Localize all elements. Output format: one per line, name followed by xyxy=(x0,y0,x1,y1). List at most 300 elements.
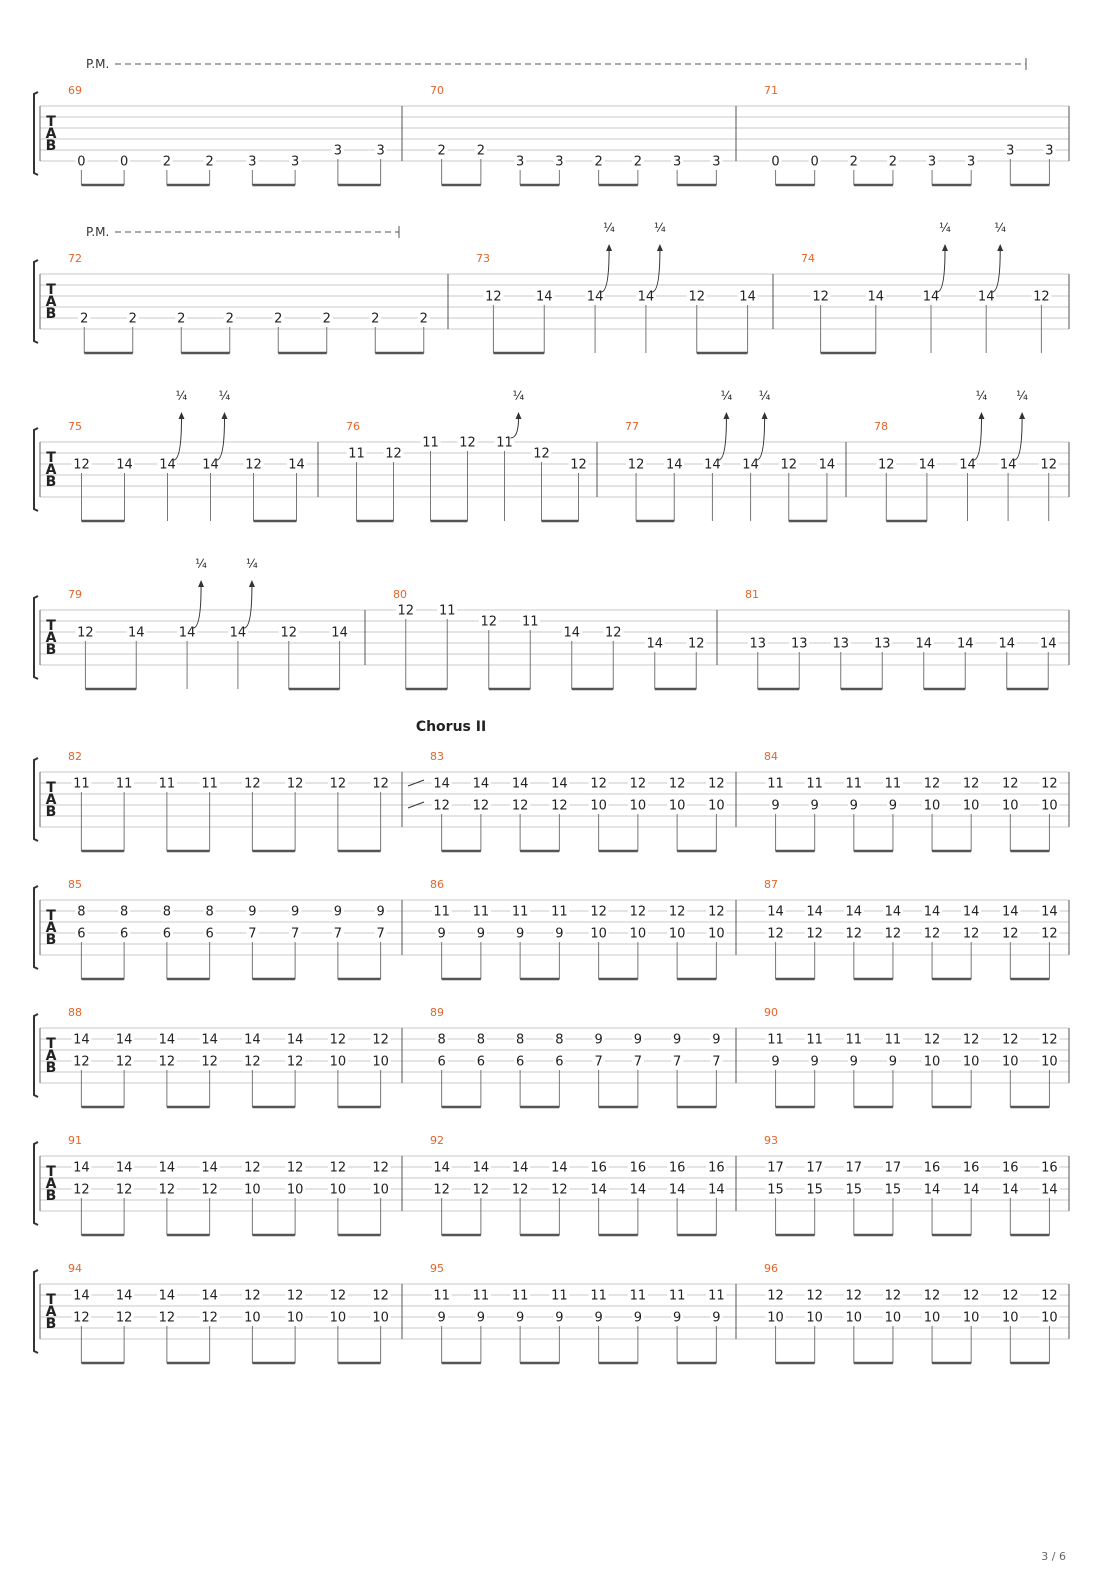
bend-arrow xyxy=(606,244,612,251)
measure-70 xyxy=(430,84,736,185)
fret-number: 14 xyxy=(1002,1182,1019,1198)
bend-amount: ¼ xyxy=(218,389,231,403)
tab-clef-b: B xyxy=(45,642,57,658)
fret-number: 12 xyxy=(158,1054,176,1070)
fret-number: 9 xyxy=(849,1054,858,1070)
fret-number: 14 xyxy=(767,904,784,920)
fret-number: 14 xyxy=(115,1032,133,1048)
bend-amount: ¼ xyxy=(654,221,666,235)
bend-amount: ¼ xyxy=(939,221,951,235)
fret-number: 10 xyxy=(329,1054,347,1070)
bar-number: 96 xyxy=(764,1262,778,1275)
system-brace xyxy=(34,758,38,841)
tab-clef-t: T xyxy=(46,450,56,466)
fret-number: 10 xyxy=(629,926,647,942)
bend-arrow xyxy=(198,580,204,587)
fret-number: 12 xyxy=(433,798,450,814)
bend-arrow xyxy=(762,412,768,419)
fret-number: 12 xyxy=(397,603,415,619)
fret-number: 10 xyxy=(590,926,607,942)
fret-number: 9 xyxy=(476,1310,486,1326)
fret-number: 12 xyxy=(1033,289,1050,305)
fret-number: 14 xyxy=(977,289,995,305)
fret-number: 9 xyxy=(333,904,343,920)
fret-number: 11 xyxy=(708,1288,725,1304)
fret-number: 14 xyxy=(201,1160,218,1176)
fret-number: 14 xyxy=(845,904,863,920)
fret-number: 14 xyxy=(708,1182,725,1198)
system-brace xyxy=(34,1270,38,1353)
bar-number: 91 xyxy=(68,1134,82,1147)
measure-93 xyxy=(764,1134,1069,1235)
fret-number: 14 xyxy=(288,457,305,473)
fret-number: 12 xyxy=(372,776,389,792)
fret-number: 12 xyxy=(962,776,980,792)
fret-number: 12 xyxy=(668,776,686,792)
fret-number: 17 xyxy=(767,1160,784,1176)
fret-number: 12 xyxy=(329,1160,347,1176)
fret-number: 3 xyxy=(1006,143,1015,159)
fret-number: 12 xyxy=(767,1288,784,1304)
fret-number: 17 xyxy=(845,1160,863,1176)
bar-number: 85 xyxy=(68,878,82,891)
fret-number: 14 xyxy=(956,636,974,652)
fret-number: 11 xyxy=(201,776,218,792)
fret-number: 2 xyxy=(322,311,331,327)
bar-number: 79 xyxy=(68,588,82,601)
fret-number: 11 xyxy=(806,776,823,792)
fret-number: 15 xyxy=(806,1182,823,1198)
measure-91 xyxy=(68,1134,402,1235)
fret-number: 12 xyxy=(286,1288,304,1304)
fret-number: 11 xyxy=(767,776,784,792)
fret-number: 11 xyxy=(422,435,439,451)
fret-number: 12 xyxy=(329,1288,347,1304)
fret-number: 12 xyxy=(201,1054,218,1070)
tab-clef-a: A xyxy=(45,630,57,646)
fret-number: 14 xyxy=(511,776,529,792)
fret-number: 9 xyxy=(376,904,385,920)
tab-clef-a: A xyxy=(45,1304,57,1320)
tab-system-2 xyxy=(34,221,1069,353)
fret-number: 12 xyxy=(845,1288,863,1304)
fret-number: 14 xyxy=(923,904,941,920)
fret-number: 3 xyxy=(1045,143,1054,159)
fret-number: 11 xyxy=(348,446,365,462)
fret-number: 9 xyxy=(248,904,257,920)
fret-number: 0 xyxy=(771,154,780,170)
bend-amount: ¼ xyxy=(994,221,1007,235)
fret-number: 14 xyxy=(915,636,933,652)
fret-number: 10 xyxy=(1002,1310,1019,1326)
fret-number: 13 xyxy=(873,636,891,652)
bend-arrow xyxy=(942,244,948,251)
fret-number: 12 xyxy=(329,776,347,792)
bend-amount: ¼ xyxy=(975,389,988,403)
bend-amount: ¼ xyxy=(758,389,771,403)
system-brace xyxy=(34,428,38,511)
tab-clef-b: B xyxy=(45,138,57,154)
fret-number: 10 xyxy=(372,1182,389,1198)
tab-clef-a: A xyxy=(45,920,57,936)
measure-92 xyxy=(430,1134,736,1235)
bar-number: 87 xyxy=(764,878,778,891)
fret-number: 9 xyxy=(555,1310,564,1326)
fret-number: 8 xyxy=(437,1032,446,1048)
fret-number: 14 xyxy=(884,904,902,920)
measure-89 xyxy=(430,1006,736,1107)
fret-number: 12 xyxy=(845,926,863,942)
tab-clef-a: A xyxy=(45,792,57,808)
fret-number: 14 xyxy=(998,636,1016,652)
tab-system-5 xyxy=(34,719,1069,851)
measure-83 xyxy=(408,750,736,851)
fret-number: 12 xyxy=(923,776,941,792)
fret-number: 12 xyxy=(878,457,895,473)
fret-number: 9 xyxy=(712,1310,721,1326)
fret-number: 8 xyxy=(515,1032,525,1048)
tab-clef-b: B xyxy=(45,1188,57,1204)
bar-number: 71 xyxy=(764,84,778,97)
tab-clef-b: B xyxy=(45,474,57,490)
fret-number: 9 xyxy=(712,1032,721,1048)
fret-number: 17 xyxy=(884,1160,902,1176)
fret-number: 12 xyxy=(923,1288,941,1304)
bar-number: 83 xyxy=(430,750,444,763)
bend-arrow xyxy=(997,244,1003,251)
fret-number: 12 xyxy=(433,1182,450,1198)
fret-number: 12 xyxy=(923,926,941,942)
fret-number: 10 xyxy=(1002,798,1019,814)
fret-number: 12 xyxy=(629,904,647,920)
fret-number: 9 xyxy=(888,1054,898,1070)
bar-number: 72 xyxy=(68,252,82,265)
fret-number: 16 xyxy=(962,1160,980,1176)
fret-number: 12 xyxy=(286,776,304,792)
tab-clef-t: T xyxy=(46,114,56,130)
fret-number: 12 xyxy=(590,776,607,792)
fret-number: 12 xyxy=(201,1182,218,1198)
fret-number: 12 xyxy=(688,289,706,305)
tab-clef-t: T xyxy=(46,908,56,924)
fret-number: 14 xyxy=(158,1288,176,1304)
fret-number: 10 xyxy=(590,798,607,814)
fret-number: 12 xyxy=(1002,1032,1019,1048)
fret-number: 14 xyxy=(1039,636,1057,652)
measure-79 xyxy=(68,557,365,689)
fret-number: 12 xyxy=(158,1310,176,1326)
fret-number: 12 xyxy=(962,1032,980,1048)
fret-number: 11 xyxy=(845,776,863,792)
fret-number: 14 xyxy=(286,1032,304,1048)
fret-number: 6 xyxy=(515,1054,525,1070)
bend-amount: ¼ xyxy=(195,557,207,571)
fret-number: 16 xyxy=(708,1160,725,1176)
bar-number: 78 xyxy=(874,420,888,433)
measure-95 xyxy=(430,1262,736,1363)
fret-number: 14 xyxy=(704,457,721,473)
fret-number: 8 xyxy=(555,1032,564,1048)
fret-number: 9 xyxy=(594,1310,603,1326)
fret-number: 14 xyxy=(867,289,885,305)
fret-number: 14 xyxy=(962,1182,980,1198)
fret-number: 10 xyxy=(962,1054,980,1070)
tab-clef-a: A xyxy=(45,294,57,310)
fret-number: 9 xyxy=(771,798,780,814)
fret-number: 12 xyxy=(73,457,90,473)
fret-number: 12 xyxy=(551,798,568,814)
fret-number: 14 xyxy=(1002,904,1019,920)
fret-number: 9 xyxy=(672,1032,682,1048)
bend-amount: ¼ xyxy=(603,221,615,235)
fret-number: 6 xyxy=(119,926,129,942)
section-label: Chorus II xyxy=(415,719,487,735)
fret-number: 12 xyxy=(77,625,94,641)
fret-number: 14 xyxy=(159,457,176,473)
measure-85 xyxy=(68,878,402,979)
measure-94 xyxy=(68,1262,402,1363)
fret-number: 10 xyxy=(372,1054,389,1070)
fret-number: 12 xyxy=(1040,457,1057,473)
bend-curve xyxy=(217,418,225,460)
bar-number: 80 xyxy=(393,588,407,601)
fret-number: 10 xyxy=(286,1310,304,1326)
fret-number: 6 xyxy=(77,926,86,942)
fret-number: 9 xyxy=(849,798,858,814)
fret-number: 12 xyxy=(244,1288,261,1304)
fret-number: 6 xyxy=(162,926,172,942)
fret-number: 9 xyxy=(810,798,819,814)
fret-number: 14 xyxy=(511,1160,529,1176)
fret-number: 11 xyxy=(438,603,456,619)
fret-number: 10 xyxy=(806,1310,823,1326)
fret-number: 12 xyxy=(1041,926,1058,942)
fret-number: 11 xyxy=(433,904,450,920)
fret-number: 12 xyxy=(280,625,298,641)
fret-number: 14 xyxy=(922,289,940,305)
fret-number: 10 xyxy=(668,926,686,942)
fret-number: 2 xyxy=(177,311,186,327)
bend-arrow xyxy=(1019,412,1025,419)
fret-number: 12 xyxy=(73,1182,90,1198)
fret-number: 12 xyxy=(372,1288,389,1304)
measure-88 xyxy=(68,1006,402,1107)
fret-number: 12 xyxy=(806,1288,823,1304)
fret-number: 7 xyxy=(248,926,257,942)
system-brace xyxy=(34,92,38,175)
fret-number: 13 xyxy=(749,636,767,652)
fret-number: 14 xyxy=(73,1032,90,1048)
fret-number: 12 xyxy=(1041,1288,1058,1304)
fret-number: 12 xyxy=(708,776,725,792)
fret-number: 16 xyxy=(1041,1160,1058,1176)
tab-clef-b: B xyxy=(45,1316,57,1332)
bar-number: 86 xyxy=(430,878,444,891)
fret-number: 12 xyxy=(385,446,402,462)
bend-arrow xyxy=(249,580,255,587)
bend-amount: ¼ xyxy=(175,389,188,403)
fret-number: 14 xyxy=(646,636,664,652)
fret-number: 6 xyxy=(476,1054,486,1070)
bend-curve xyxy=(174,418,182,460)
fret-number: 14 xyxy=(739,289,756,305)
fret-number: 2 xyxy=(437,143,446,159)
fret-number: 14 xyxy=(115,1160,133,1176)
fret-number: 14 xyxy=(551,776,568,792)
tab-system-8 xyxy=(34,1134,1069,1235)
fret-number: 15 xyxy=(884,1182,902,1198)
fret-number: 3 xyxy=(672,154,682,170)
fret-number: 12 xyxy=(115,1054,133,1070)
fret-number: 9 xyxy=(437,1310,446,1326)
fret-number: 15 xyxy=(845,1182,863,1198)
bar-number: 74 xyxy=(801,252,815,265)
tab-clef-t: T xyxy=(46,1164,56,1180)
fret-number: 9 xyxy=(437,926,446,942)
bend-arrow xyxy=(979,412,985,419)
tab-clef-t: T xyxy=(46,282,56,298)
fret-number: 10 xyxy=(329,1182,347,1198)
fret-number: 12 xyxy=(372,1160,389,1176)
bar-number: 90 xyxy=(764,1006,778,1019)
fret-number: 3 xyxy=(376,143,385,159)
fret-number: 16 xyxy=(923,1160,941,1176)
bend-arrow xyxy=(657,244,663,251)
bar-number: 88 xyxy=(68,1006,82,1019)
tab-system-4 xyxy=(34,557,1069,689)
measure-81 xyxy=(745,588,1069,689)
bar-number: 76 xyxy=(346,420,360,433)
fret-number: 6 xyxy=(205,926,214,942)
fret-number: 12 xyxy=(158,1182,176,1198)
bar-number: 75 xyxy=(68,420,82,433)
tab-clef-b: B xyxy=(45,804,57,820)
measure-82 xyxy=(68,750,402,851)
fret-number: 14 xyxy=(590,1182,607,1198)
fret-number: 10 xyxy=(767,1310,784,1326)
fret-number: 10 xyxy=(244,1310,261,1326)
fret-number: 12 xyxy=(329,1032,347,1048)
fret-number: 14 xyxy=(586,289,604,305)
tab-system-6 xyxy=(34,878,1069,979)
measure-75 xyxy=(68,389,318,521)
fret-number: 14 xyxy=(472,776,490,792)
tab-clef-b: B xyxy=(45,932,57,948)
bar-number: 95 xyxy=(430,1262,444,1275)
fret-number: 12 xyxy=(884,1288,902,1304)
bend-curve xyxy=(974,418,982,460)
fret-number: 10 xyxy=(286,1182,304,1198)
fret-number: 10 xyxy=(244,1182,261,1198)
fret-number: 9 xyxy=(290,904,300,920)
fret-number: 10 xyxy=(923,798,941,814)
fret-number: 9 xyxy=(594,1032,603,1048)
fret-number: 10 xyxy=(329,1310,347,1326)
fret-number: 14 xyxy=(742,457,759,473)
fret-number: 8 xyxy=(205,904,214,920)
fret-number: 14 xyxy=(433,776,450,792)
fret-number: 14 xyxy=(818,457,836,473)
fret-number: 12 xyxy=(1002,926,1019,942)
fret-number: 12 xyxy=(629,776,647,792)
fret-number: 12 xyxy=(511,1182,529,1198)
fret-number: 14 xyxy=(629,1182,647,1198)
fret-number: 14 xyxy=(959,457,976,473)
fret-number: 12 xyxy=(115,1182,133,1198)
fret-number: 12 xyxy=(590,904,607,920)
fret-number: 12 xyxy=(708,904,725,920)
tab-clef-t: T xyxy=(46,1036,56,1052)
bend-amount: ¼ xyxy=(720,389,733,403)
bend-amount: ¼ xyxy=(246,557,258,571)
bend-arrow xyxy=(723,412,729,419)
fret-number: 7 xyxy=(633,1054,643,1070)
tab-system-1 xyxy=(34,57,1069,185)
system-brace xyxy=(34,1014,38,1097)
fret-number: 12 xyxy=(687,636,705,652)
fret-number: 10 xyxy=(629,798,647,814)
fret-number: 12 xyxy=(962,926,980,942)
tab-clef-a: A xyxy=(45,462,57,478)
bend-curve xyxy=(718,418,726,460)
fret-number: 11 xyxy=(767,1032,784,1048)
fret-number: 2 xyxy=(128,311,137,327)
fret-number: 2 xyxy=(274,311,283,327)
fret-number: 9 xyxy=(515,926,525,942)
fret-number: 11 xyxy=(511,904,529,920)
fret-number: 3 xyxy=(248,154,257,170)
fret-number: 12 xyxy=(962,1288,980,1304)
fret-number: 10 xyxy=(708,926,725,942)
measure-73 xyxy=(476,221,773,353)
fret-number: 11 xyxy=(115,776,133,792)
fret-number: 14 xyxy=(73,1288,90,1304)
tab-clef-t: T xyxy=(46,780,56,796)
measure-80 xyxy=(393,588,717,689)
fret-number: 11 xyxy=(433,1288,450,1304)
fret-number: 12 xyxy=(1041,776,1058,792)
fret-number: 0 xyxy=(77,154,86,170)
fret-number: 10 xyxy=(962,1310,980,1326)
fret-number: 2 xyxy=(205,154,214,170)
bar-number: 84 xyxy=(764,750,778,763)
fret-number: 11 xyxy=(551,904,568,920)
fret-number: 14 xyxy=(73,1160,90,1176)
fret-number: 14 xyxy=(806,904,823,920)
fret-number: 11 xyxy=(511,1288,529,1304)
fret-number: 12 xyxy=(485,289,502,305)
bar-number: 93 xyxy=(764,1134,778,1147)
fret-number: 14 xyxy=(637,289,655,305)
fret-number: 2 xyxy=(80,311,89,327)
system-brace xyxy=(34,596,38,679)
bend-curve xyxy=(937,250,945,292)
measure-69 xyxy=(68,84,402,185)
fret-number: 12 xyxy=(459,435,476,451)
fret-number: 10 xyxy=(668,798,686,814)
tab-clef-b: B xyxy=(45,1060,57,1076)
bend-curve xyxy=(601,250,609,292)
fret-number: 14 xyxy=(433,1160,450,1176)
fret-number: 11 xyxy=(884,776,902,792)
fret-number: 12 xyxy=(627,457,645,473)
fret-number: 14 xyxy=(472,1160,490,1176)
fret-number: 7 xyxy=(594,1054,603,1070)
fret-number: 11 xyxy=(884,1032,902,1048)
fret-number: 14 xyxy=(535,289,553,305)
fret-number: 14 xyxy=(158,1032,176,1048)
fret-number: 12 xyxy=(201,1310,218,1326)
